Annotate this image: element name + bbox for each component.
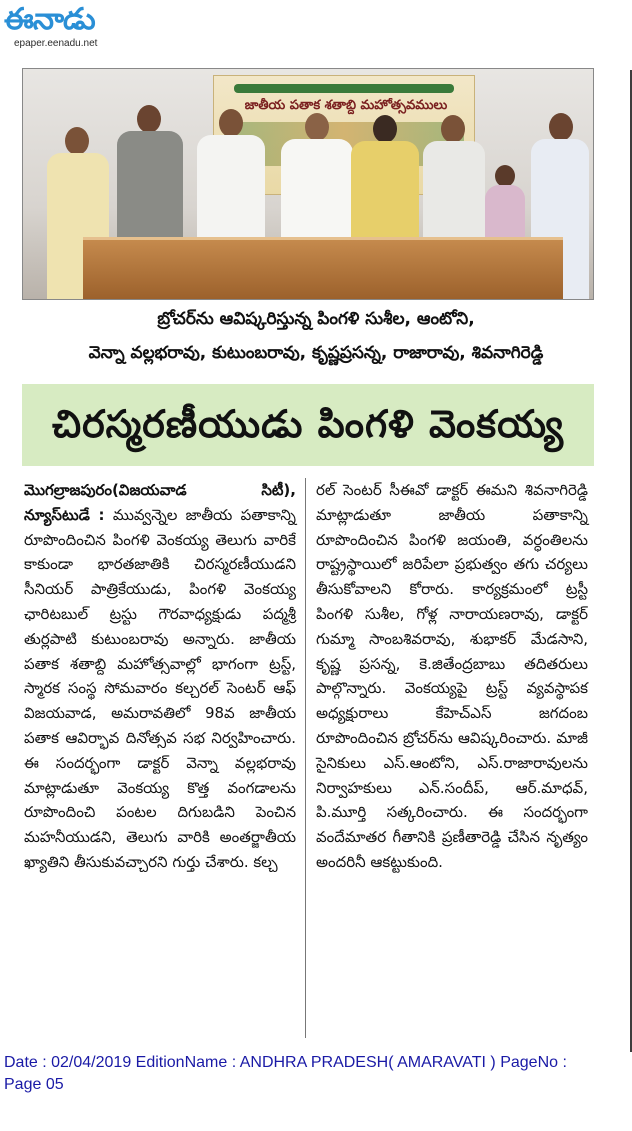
article-column-1-text: మువ్వన్నెల జాతీయ పతాకాన్ని రూపొందించిన పింగళి వెంకయ్య తెలుగు వారికే కాకుండా భారతజాతికి చిరస్మరణీయుడని సీనియర్ పాత్రికేయుడు, పింగళి వెంకయ్య ఛారిటబుల్ ట్రస్టు గౌరవాధ్యక్షుడు పద్మశ్రీ తుర్లపాటి కుటుంబరావు అన్నారు. జాతీయ పతాక శతాబ్ది మహోత్సవాల్లో భాగంగా ట్రస్ట్, స్మారక సంస్థ సోమవారం కల్చరల్ సెంటర్ ఆఫ్ విజయవాడ, అమరావతిలో 98వ జాతీయ పతాక ఆవిర్భావ దినోత్సవ సభ నిర్వహించారు. ఈ సందర్భంగా డాక్టర్ వెన్నా వల్లభరావు మాట్లాడుతూ వెంకయ్య కొత్త వంగడాలను రూపొందించి పంటల దిగుబడిని పెంచిన మహనీయుడని, తెలుగు వారికి అంతర్జాతీయ ఖ్యాతిని తీసుకువచ్చారని గుర్తు చేశారు. కల్చ <box>24 505 296 871</box>
headline-box <box>22 384 594 466</box>
photo-caption-line-1: బ్రోచర్‌ను ఆవిష్కరిస్తున్న పింగళి సుశీల, ఆంటోని, <box>157 309 475 329</box>
logo-text: ఈనాడు <box>4 2 95 37</box>
article-column-2-text: రల్ సెంటర్ సీఈవో డాక్టర్ ఈమని శివనాగిరెడ్డి మాట్లాడుతూ జాతీయ పతాకాన్ని రూపొందించిన పింగళి జయంతి, వర్ధంతిలను రాష్ట్రస్థాయిలో జరిపేలా ప్రభుత్వం తగు చర్యలు తీసుకోవాలని కోరారు. కార్యక్రమంలో ట్రస్టీ పింగళి సుశీల, గోళ్ల నారాయణరావు, డాక్టర్ గుమ్మా సాంబశివరావు, శుభాకర్ మేడసాని, కృష్ణ ప్రసన్న, కె.జితేంద్రబాబు తదితరులు పాల్గొన్నారు. వెంకయ్యపై ట్రస్ట్ వ్యవస్థాపక అధ్యక్షురాలు కేహెచ్‌ఎస్ జగదంబ రూపొందించిన బ్రోచర్‌ను ఆవిష్కరించారు. మాజీ సైనికులు ఎస్.ఆంటోని, ఎస్.రాజారావులను నిర్వాహకులు ఎన్.సందీప్, ఆర్.మాధవ్, పి.మూర్తి సత్కరించారు. ఈ సందర్భంగా వందేమాతర గీతానికి ప్రణీతారెడ్డి చేసిన నృత్యం అందరినీ ఆకట్టుకుంది. <box>316 481 588 871</box>
masthead-logo[interactable] <box>4 2 154 52</box>
article-column-1 <box>24 478 296 875</box>
edition-footer: Date : 02/04/2019 EditionName : ANDHRA PRADESH( AMARAVATI ) PageNo : Page 05 <box>4 1054 567 1093</box>
article-column-2 <box>316 478 588 875</box>
podium-table <box>83 237 563 300</box>
photo-caption-line-2: వెన్నా వల్లభరావు, కుటుంబరావు, కృష్ణప్రసన్న, రాజారావు, శివనాగిరెడ్డి <box>88 343 544 363</box>
article-dateline: మొగల్రాజపురం(విజయవాడ సిటీ), న్యూస్‌టుడే : <box>24 481 296 524</box>
article-photo <box>22 68 594 300</box>
banner-stripe <box>234 84 454 93</box>
logo-url[interactable]: epaper.eenadu.net <box>14 38 98 49</box>
banner-title: జాతీయ పతాక శతాబ్ది మహోత్సవములు <box>244 98 448 113</box>
headline: చిరస్మరణీయుడు పింగళి వెంకయ్య <box>52 402 564 446</box>
column-divider <box>305 478 306 1038</box>
